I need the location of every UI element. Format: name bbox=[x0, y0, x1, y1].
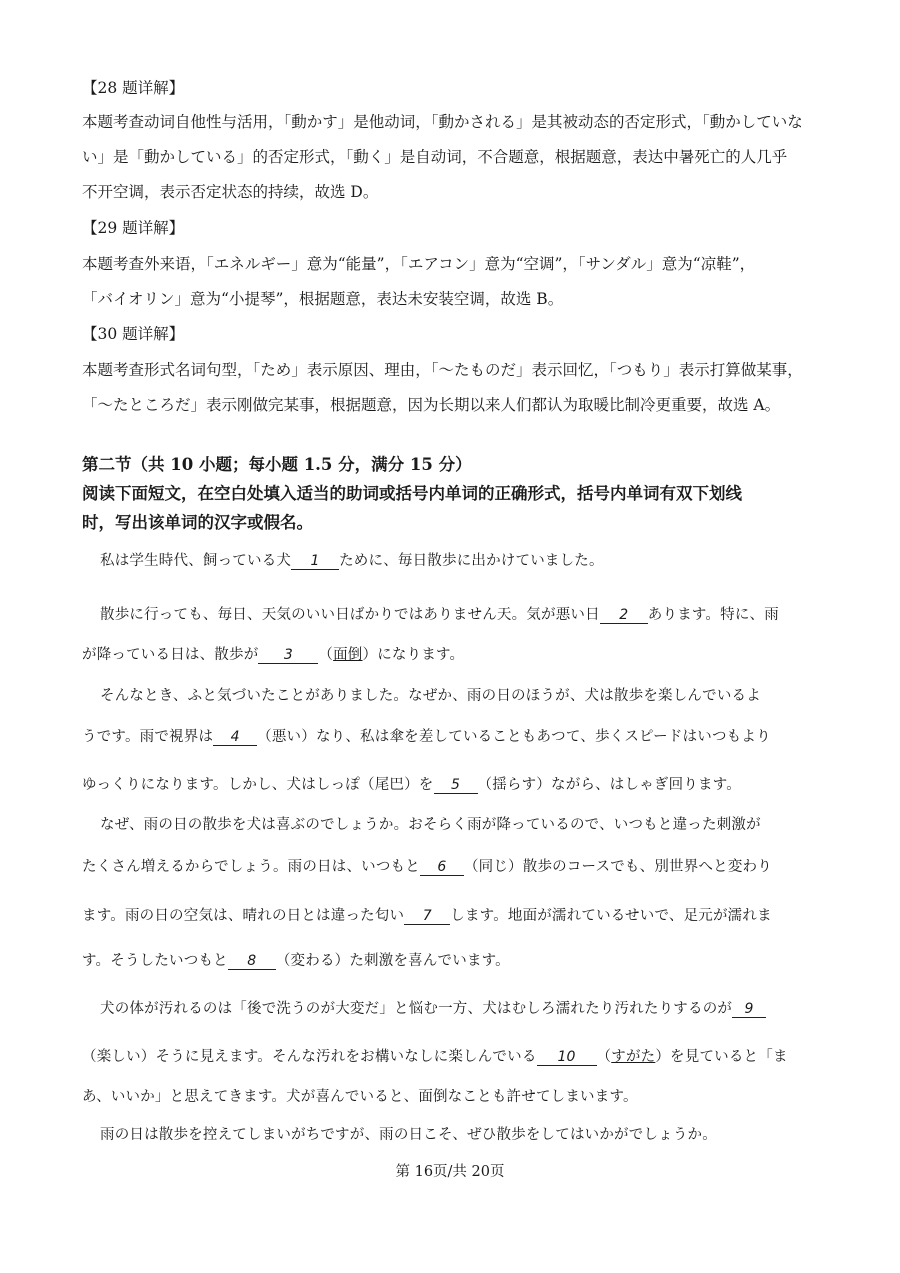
q30-line-2: 「～たところだ」表示刚做完某事，根据题意，因为长期以来人们都认为取暖比制冷更重要，故选 A。 bbox=[82, 396, 781, 414]
passage-line-3: が降っている日は、散歩が 3 （面倒）になります。 bbox=[82, 647, 465, 663]
passage-line-4: そんなとき、ふと気づいたことがありました。なぜか、雨の日のほうが、犬は散歩を楽しんでいるよ bbox=[100, 688, 761, 704]
q28-title: 【28 题详解】 bbox=[82, 79, 185, 97]
passage-line-11: 犬の体が汚れるのは「後で洗うのが大変だ」と悩む一方、犬はむしろ濡れたり汚れたりするのが 9 bbox=[100, 999, 840, 1019]
blank-1[interactable]: 1 bbox=[291, 553, 339, 570]
blank-7[interactable]: 7 bbox=[404, 908, 450, 925]
section-title: 第二节（共 10 小题；每小题 1.5 分，满分 15 分） bbox=[82, 455, 472, 474]
q28-line-3: 不开空调，表示否定状态的持续，故选 D。 bbox=[82, 183, 379, 201]
q29-title: 【29 题详解】 bbox=[82, 219, 185, 237]
q28-line-1: 本题考查动词自他性与活用，「動かす」是他动词，「動かされる」是其被动态的否定形式，「動かしていな bbox=[82, 113, 803, 131]
passage-line-2: 散歩に行っても、毎日、天気のいい日ばかりではありません天。気が悪い日 2 あります。特に、雨 bbox=[100, 607, 779, 623]
page-number: 第 16页/共 20页 bbox=[395, 1164, 505, 1180]
q30-line-1: 本题考查形式名词句型，「ため」表示原因、理由，「～たものだ」表示回忆，「つもり」表示打算做某事， bbox=[82, 361, 803, 379]
passage-line-14: 雨の日は散歩を控えてしまいがちですが、雨の日こそ、ぜひ散歩をしてはいかがでしょうか。 bbox=[100, 1127, 717, 1143]
blank-6[interactable]: 6 bbox=[420, 859, 464, 876]
blank-4[interactable]: 4 bbox=[213, 729, 257, 746]
double-underlined-word-sugata: すがた bbox=[611, 1049, 656, 1065]
passage-line-9: ます。雨の日の空気は、晴れの日とは違った匂い 7 します。地面が濡れているせいで、足元が濡れま bbox=[82, 908, 772, 924]
blank-2[interactable]: 2 bbox=[600, 607, 648, 624]
passage-line-1: 私は学生時代、飼っている犬 1 ために、毎日散歩に出かけていました。 bbox=[100, 553, 604, 569]
passage-line-8: たくさん増えるからでしょう。雨の日は、いつもと 6 （同じ）散歩のコースでも、別世界へと変わり bbox=[82, 859, 772, 875]
q29-line-2: 「バイオリン」意为“小提琴”，根据题意，表达未安装空调，故选 B。 bbox=[82, 290, 564, 308]
section-instruction-2: 时，写出该单词的汉字或假名。 bbox=[82, 513, 313, 532]
blank-10[interactable]: 10 bbox=[537, 1049, 597, 1066]
passage-line-13: あ、いいか」と思えてきます。犬が喜んでいると、面倒なことも許せてしまいます。 bbox=[82, 1089, 638, 1105]
blank-3[interactable]: 3 bbox=[258, 647, 318, 664]
q29-line-1: 本题考查外来语，「エネルギー」意为“能量”，「エアコン」意为“空调”，「サンダル」意为“凉鞋”， bbox=[82, 255, 756, 273]
passage-line-7: なぜ、雨の日の散歩を犬は喜ぶのでしょうか。おそらく雨が降っているので、いつもと違った刺激が bbox=[100, 817, 761, 833]
q30-title: 【30 题详解】 bbox=[82, 325, 185, 343]
passage-line-5: うです。雨で視界は 4 （悪い）なり、私は傘を差していることもあつて、歩くスピードはいつもより bbox=[82, 729, 771, 745]
q28-line-2: い」是「動かしている」的否定形式，「動く」是自动词，不合题意，根据题意，表达中暑死亡的人几乎 bbox=[82, 148, 788, 166]
blank-5[interactable]: 5 bbox=[434, 777, 478, 794]
passage-line-12: （楽しい）そうに見えます。そんな汚れをお構いなしに楽しんでいる 10 （すがた）を見ていると「ま bbox=[82, 1049, 788, 1065]
double-underlined-word-mendou: 面倒 bbox=[333, 647, 363, 663]
section-instruction-1: 阅读下面短文，在空白处填入适当的助词或括号内单词的正确形式，括号内单词有双下划线 bbox=[82, 484, 742, 503]
blank-8[interactable]: 8 bbox=[228, 953, 276, 970]
blank-9[interactable]: 9 bbox=[732, 1001, 766, 1018]
passage-line-10: す。そうしたいつもと 8 （変わる）た刺激を喜んでいます。 bbox=[82, 953, 510, 969]
passage-line-6: ゆっくりになります。しかし、犬はしっぽ（尾巴）を 5 （揺らす）ながら、はしゃぎ回ります。 bbox=[82, 777, 741, 793]
